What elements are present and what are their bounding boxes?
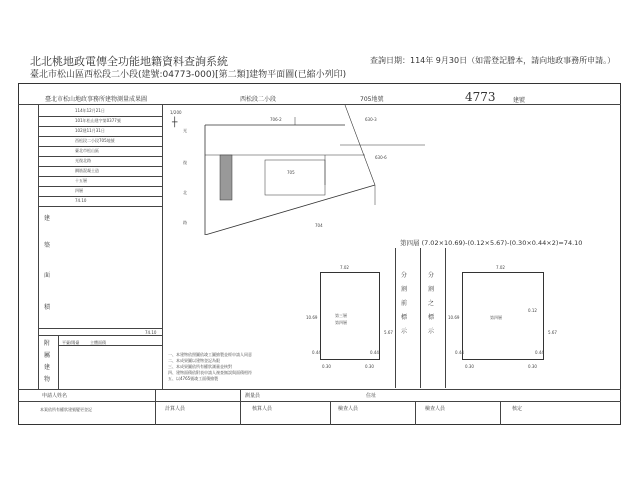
checker-label: 檢查人員 [338,406,359,412]
left-row-divider [38,206,163,207]
plan-left-left-dim: 10.69 [306,315,318,320]
floor-plan-right [462,272,544,360]
inspector-label: 檢查人員 [425,406,446,412]
divider-label-char: 前 [401,300,408,307]
reviewer-label: 核算人員 [252,406,273,412]
attached-cell-1: 平臺/陽臺 [62,340,80,345]
verifier-label: 核定 [512,406,523,412]
note-line: 四、建物面積依附表申請人複查無誤與面積相符 [168,370,252,375]
left-row-divider [38,116,163,117]
left-info-row: 四層 [75,188,83,193]
attached-label-3: 建 [44,364,51,371]
plan-right-left-dim: 10.69 [448,315,460,320]
left-info-row: 鋼筋混凝土造 [75,168,99,173]
left-info-row: 十五層 [75,178,87,183]
parcel-705: 705 [287,170,295,175]
road-char-4: 路 [183,220,187,225]
calculator-label: 計算人員 [165,406,186,412]
left-row-divider [38,176,163,177]
note-line: 一、本建物依照圖依竣工圖繪製並經申請人同意 [168,352,252,357]
left-row-divider [38,156,163,157]
note-line: 五、以4765號竣工面積繪製 [168,376,219,381]
left-info-row: 101年松山建字第0377號 [75,118,121,123]
plan-left-label-1: 第三層 [335,313,347,318]
divider-label-char: 示 [428,328,435,335]
attached-label-2: 屬 [44,352,51,359]
plan-right-corner-4: 0.30 [528,364,537,369]
plan-left-corner-3: 0.30 [322,364,331,369]
left-row-divider [38,146,163,147]
plan-left-corner-2: 0.44 [370,350,379,355]
section-name: 西松段二小段 [240,96,277,103]
left-row-divider [38,126,163,127]
left-info-row: 102建11月31日 [75,128,105,133]
left-row-divider [38,166,163,167]
applicant-label: 申請人姓名 [42,393,68,399]
office-title: 臺北市松山地政事務所建物測量成果圖 [45,96,148,103]
plan-right-corner-3: 0.30 [465,364,474,369]
plan-left-corner-1: 0.44 [312,350,321,355]
road-char-3: 北 [183,190,187,195]
left-info-row: 114年12月21日 [75,108,105,113]
left-label-3: 面 [44,272,51,279]
left-info-row: 光復北路 [75,158,91,163]
plan-right-inner-dim: 0.12 [528,308,537,313]
parcel-704: 704 [315,223,323,228]
floor-plan-left [320,272,380,360]
north-arrow-icon: ┼ [172,118,178,128]
page-title: 北北桃地政電傳全功能地籍資料查詢系統 [30,55,228,68]
plan-left-corner-4: 0.30 [365,364,374,369]
divider-label-char: 割 [401,286,408,293]
left-label-1: 建 [44,215,51,222]
left-info-row: 74.10 [75,198,87,203]
land-number: 705地號 [360,96,384,103]
plan-left-right-dim: 5.67 [384,330,393,335]
parcel-706-2: 706-2 [270,117,282,122]
note-line: 二、本成果圖以建物登記為限 [168,358,220,363]
left-row-divider [38,186,163,187]
left-info-row: 西松段二小段705地號 [75,138,115,143]
left-info-row: 臺北市松山區 [75,148,99,153]
attached-cell-2: 主體面積 [90,340,106,345]
total-area: 74.10 [145,330,157,335]
left-row-divider [38,136,163,137]
page-subtitle: 臺北市松山區西松段二小段(建號:04773-000)[第二類]建物平面圖(已縮小列印) [30,70,347,80]
left-label-4: 積 [44,304,51,311]
parcel-630-6: 630-6 [375,155,387,160]
left-row-divider [38,196,163,197]
attached-label-1: 附 [44,340,51,347]
address-label: 住址 [366,393,377,399]
building-number-label: 建號 [513,97,526,104]
scale-note: 1/200 [170,110,182,115]
plan-right-corner-1: 0.44 [455,350,464,355]
divider-label-char: 標 [401,314,408,321]
parcel-630-3: 630-3 [365,117,377,122]
plan-right-top-dim: 7.02 [496,265,505,270]
building-number: 4773 [465,90,496,104]
left-label-2: 築 [44,242,51,249]
divider-label-char: 分 [401,272,408,279]
divider-label-char: 分 [428,272,435,279]
divider-label-char: 標 [428,314,435,321]
plan-right-right-dim: 5.67 [548,330,557,335]
road-char-1: 光 [183,128,187,133]
divider-label-char: 之 [428,300,435,307]
divider-label-char: 割 [428,286,435,293]
attached-label-4: 物 [44,376,51,383]
plan-right-label: 第四層 [490,315,502,320]
query-date: 查詢日期：114年 9月30日（如需登記謄本，請向地政事務所申請。） [370,56,616,65]
divider-label-char: 示 [401,328,408,335]
office-note: 本案依所有權狀建號變更登記 [40,407,92,412]
site-plan [165,105,455,235]
measurer-label: 測量員 [245,393,261,399]
area-formula: 第四層 (7.02×10.69)-(0.12×5.67)-(0.30×0.44×2)=74.10 [400,239,583,247]
plan-left-label-2: 第四層 [335,320,347,325]
note-line: 三、本成果圖依所有權狀測量並核對 [168,364,232,369]
plan-left-top-dim: 7.02 [340,265,349,270]
road-char-2: 復 [183,160,187,165]
plan-right-corner-2: 0.44 [535,350,544,355]
